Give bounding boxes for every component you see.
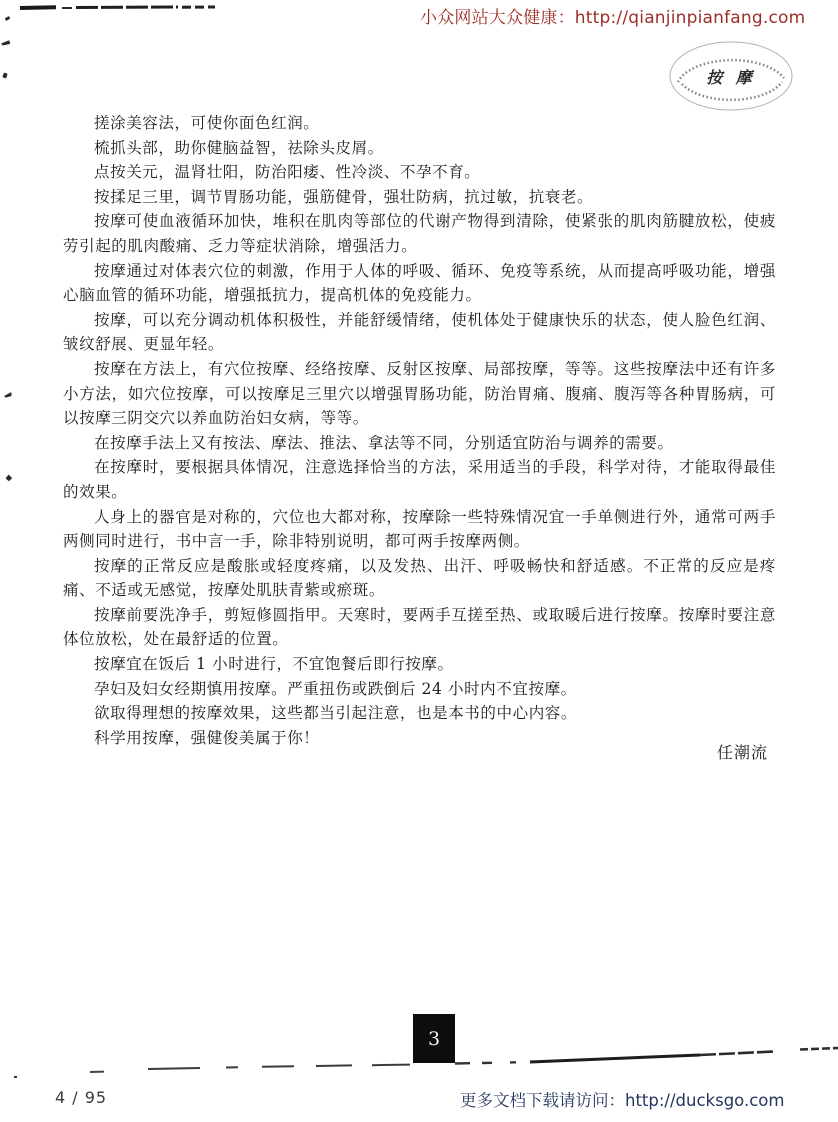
ink-mark [2,72,7,78]
paragraph: 按摩，可以充分调动机体积极性，并能舒缓情绪，使机体处于健康快乐的状态，使人脸色红润、皱纹舒展、更显年轻。 [63,310,776,354]
paragraph: 在按摩手法上又有按法、摩法、推法、拿法等不同，分别适宜防治与调养的需要。 [94,433,674,452]
scanned-page-number: 3 [427,1027,441,1050]
paragraph: 按揉足三里，调节胃肠功能，强筋健骨，强壮防病，抗过敏，抗衰老。 [94,187,594,206]
ink-mark [5,16,11,21]
viewer-page-indicator: 4 / 95 [55,1088,108,1107]
paragraph: 按摩通过对体表穴位的刺激，作用于人体的呼吸、循环、免疫等系统，从而提高呼吸功能，增强心脑血管的循环功能，增强抵抗力，提高机体的免疫能力。 [63,261,776,305]
paragraph: 科学用按摩，强健俊美属于你！ [94,728,320,747]
paragraph: 按摩的正常反应是酸胀或轻度疼痛，以及发热、出汗、呼吸畅快和舒适感。不正常的反应是疼痛、不适或无感觉，按摩处肌肤青紫或瘀斑。 [63,556,776,600]
paragraph: 按摩在方法上，有穴位按摩、经络按摩、反射区按摩、局部按摩，等等。这些按摩法中还有许多小方法，如穴位按摩，可以按摩足三里穴以增强胃肠功能，防治胃痛、腹痛、腹泻等各种胃肠病，可以按摩三阴交穴以养血防治妇女病，等等。 [63,359,776,428]
watermark-header [420,6,805,30]
ink-mark [1,40,11,46]
watermark-header-text: 小众网站大众健康：http://qianjinpianfang.com [420,8,806,28]
massage-oval-stamp [666,36,796,116]
scan-bottom-rule [0,1040,838,1085]
document-body [63,111,776,750]
paragraph: 搓涂美容法，可使你面色红润。 [94,114,320,132]
paragraph: 孕妇及妇女经期慎用按摩。严重扭伤或跌倒后 24 小时内不宜按摩。 [94,679,577,698]
paragraph: 点按关元，温肾壮阳，防治阳痿、性冷淡、不孕不育。 [94,163,481,182]
download-notice: 更多文档下载请访问：http://ducksgo.com [460,1091,785,1110]
paragraph: 按摩前要洗净手，剪短修圆指甲。天寒时，要两手互搓至热、或取暖后进行按摩。按摩时要注意体位放松，处在最舒适的位置。 [63,605,776,649]
paragraph: 梳抓头部，助你健脑益智，祛除头皮屑。 [94,138,384,157]
ink-mark [5,474,13,482]
paragraph: 在按摩时，要根据具体情况，注意选择恰当的方法，采用适当的手段，科学对待，才能取得最佳的效果。 [63,458,776,501]
stamp-title: 按 摩 [706,68,756,87]
ink-mark [4,392,13,398]
author-signature: 任潮流 [716,743,768,762]
paragraph: 欲取得理想的按摩效果，这些都当引起注意，也是本书的中心内容。 [94,704,578,723]
paragraph: 人身上的器官是对称的，穴位也大都对称，按摩除一些特殊情况宜一手单侧进行外，通常可两手两侧同时进行，书中言一手，除非特别说明，都可两手按摩两侧。 [63,507,776,551]
paragraph: 按摩宜在饭后 1 小时进行，不宜饱餐后即行按摩。 [94,655,454,674]
scan-top-rule [0,0,420,10]
paragraph: 按摩可使血液循环加快，堆积在肌肉等部位的代谢产物得到清除，使紧张的肌肉筋腱放松，使疲劳引起的肌肉酸痛、乏力等症状消除，增强活力。 [63,212,776,255]
